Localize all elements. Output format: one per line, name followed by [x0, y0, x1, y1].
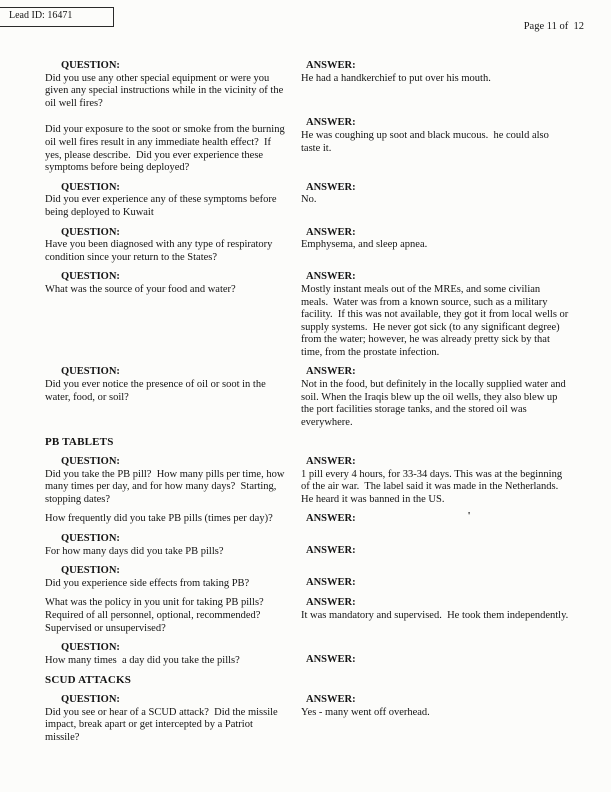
question-column: [45, 271, 301, 296]
question-label: QUESTION:: [61, 565, 120, 577]
qa-block: [45, 60, 569, 110]
answer-text: He had a handkerchief to put over his mouth.: [301, 72, 491, 84]
qa-block: [45, 366, 569, 429]
answer-text: It was mandatory and supervised. He took them independently.: [301, 609, 569, 621]
answer-text: Emphysema, and sleep apnea.: [301, 239, 428, 251]
qa-block: [45, 513, 569, 526]
section-heading-pb-tablets: PB TABLETS: [45, 436, 114, 449]
question-text: Did you take the PB pill? How many pills per time, how many times per day, and for how many days? Starting, stopping dates?: [45, 468, 288, 505]
question-text: Did you ever experience any of these symptoms before being deployed to Kuwait: [45, 194, 280, 218]
answer-label: ANSWER:: [306, 597, 356, 609]
answer-column: [301, 565, 569, 590]
question-text: Have you been diagnosed with any type of respiratory condition since your return to the States?: [45, 239, 276, 263]
qa-block: [45, 642, 569, 667]
qa-block: [45, 227, 569, 265]
answer-label: ANSWER:: [306, 60, 356, 71]
answer-text: No.: [301, 194, 317, 206]
question-label: QUESTION:: [61, 366, 120, 378]
answer-label: ANSWER:: [306, 271, 356, 283]
answer-column: [301, 597, 569, 622]
question-column: [45, 597, 301, 635]
answer-label: ANSWER:: [306, 513, 356, 525]
qa-block: [45, 533, 569, 558]
stray-pen-mark: ': [467, 511, 471, 523]
answer-label: ANSWER:: [306, 545, 356, 556]
qa-block: [45, 565, 569, 590]
question-text: Did you ever notice the presence of oil or soot in the water, food, or soil?: [45, 379, 269, 403]
answer-column: [301, 60, 569, 85]
answer-label: ANSWER:: [306, 456, 356, 468]
question-column: [45, 533, 301, 558]
question-label: QUESTION:: [61, 60, 120, 71]
answer-label: ANSWER:: [306, 226, 356, 238]
question-label: QUESTION:: [61, 533, 120, 544]
answer-label: ANSWER:: [306, 693, 356, 705]
question-label: QUESTION:: [61, 181, 120, 193]
qa-block: [45, 117, 569, 174]
question-label: QUESTION:: [61, 642, 120, 654]
question-text: What was the policy in you unit for taking PB pills? Required of all personnel, optional, recommended? Supervised or unsupervised?: [45, 597, 267, 634]
answer-label: ANSWER:: [306, 117, 356, 129]
answer-column: [301, 271, 569, 359]
answer-text: 1 pill every 4 hours, for 33-34 days. This was at the beginning of the air war. The label said it was made in the Netherlands. He heard it was banned in the US.: [301, 468, 565, 505]
question-column: [45, 182, 301, 220]
question-label: QUESTION:: [61, 456, 120, 468]
answer-column: [301, 117, 569, 155]
question-column: [45, 117, 301, 174]
qa-block: [45, 271, 569, 359]
qa-block: [45, 456, 569, 506]
answer-label: ANSWER:: [306, 366, 356, 378]
answer-column: [301, 533, 569, 558]
lead-id-box: Lead ID: 16471: [0, 7, 114, 27]
question-text: Did you use any other special equipment or were you given any special instructions while in the vicinity of the oil well fires?: [45, 72, 286, 109]
question-label: QUESTION:: [61, 693, 120, 705]
question-text: How frequently did you take PB pills (times per day)?: [45, 513, 273, 525]
question-text: What was the source of your food and water?: [45, 283, 236, 295]
qa-block: [45, 597, 569, 635]
answer-column: [301, 513, 569, 526]
page-number: Page 11 of 12: [523, 21, 584, 32]
question-column: [45, 60, 301, 110]
question-column: [45, 366, 301, 404]
question-text: How many times a day did you take the pills?: [45, 654, 240, 666]
answer-text: Yes - many went off overhead.: [301, 706, 430, 718]
answer-column: [301, 182, 569, 207]
answer-label: ANSWER:: [306, 577, 356, 589]
question-text: Did you see or hear of a SCUD attack? Did the missile impact, break apart or get intercepted by a Patriot missile?: [45, 706, 281, 743]
question-column: [45, 694, 301, 744]
question-column: [45, 513, 301, 526]
qa-content: [45, 60, 569, 751]
answer-text: Mostly instant meals out of the MREs, and some civilian meals. Water was from a known source, such as a military facility. If this was not available, they got it from local wells or supply systems. He never got sick (to any significant degree) from the water; however, he was already pretty sick by that time, from the prostate infection.: [301, 283, 571, 358]
question-column: [45, 227, 301, 265]
question-text: For how many days did you take PB pills?: [45, 545, 224, 557]
question-text: Did your exposure to the soot or smoke from the burning oil well fires result in any immediate health effect? If yes, please describe. Did you ever experience these symptoms before being deployed?: [45, 124, 288, 174]
question-label: QUESTION:: [61, 226, 120, 238]
answer-column: [301, 694, 569, 719]
answer-column: [301, 227, 569, 252]
answer-column: [301, 642, 569, 667]
question-column: [45, 565, 301, 590]
answer-column: [301, 366, 569, 429]
section-heading-scud-attacks: SCUD ATTACKS: [45, 674, 132, 687]
answer-label: ANSWER:: [306, 181, 356, 193]
question-column: [45, 642, 301, 667]
answer-label: ANSWER:: [306, 654, 356, 666]
qa-block: [45, 182, 569, 220]
answer-column: [301, 456, 569, 506]
question-label: QUESTION:: [61, 271, 120, 283]
qa-block: [45, 694, 569, 744]
answer-text: Not in the food, but definitely in the locally supplied water and soil. When the Iraqis blew up the oil wells, they also blew up the port facilities storage tanks, and the stored oil was everywhere.: [301, 379, 569, 428]
question-column: [45, 456, 301, 506]
question-text: Did you experience side effects from taking PB?: [45, 577, 250, 589]
answer-text: He was coughing up soot and black mucous. he could also taste it.: [301, 129, 552, 154]
